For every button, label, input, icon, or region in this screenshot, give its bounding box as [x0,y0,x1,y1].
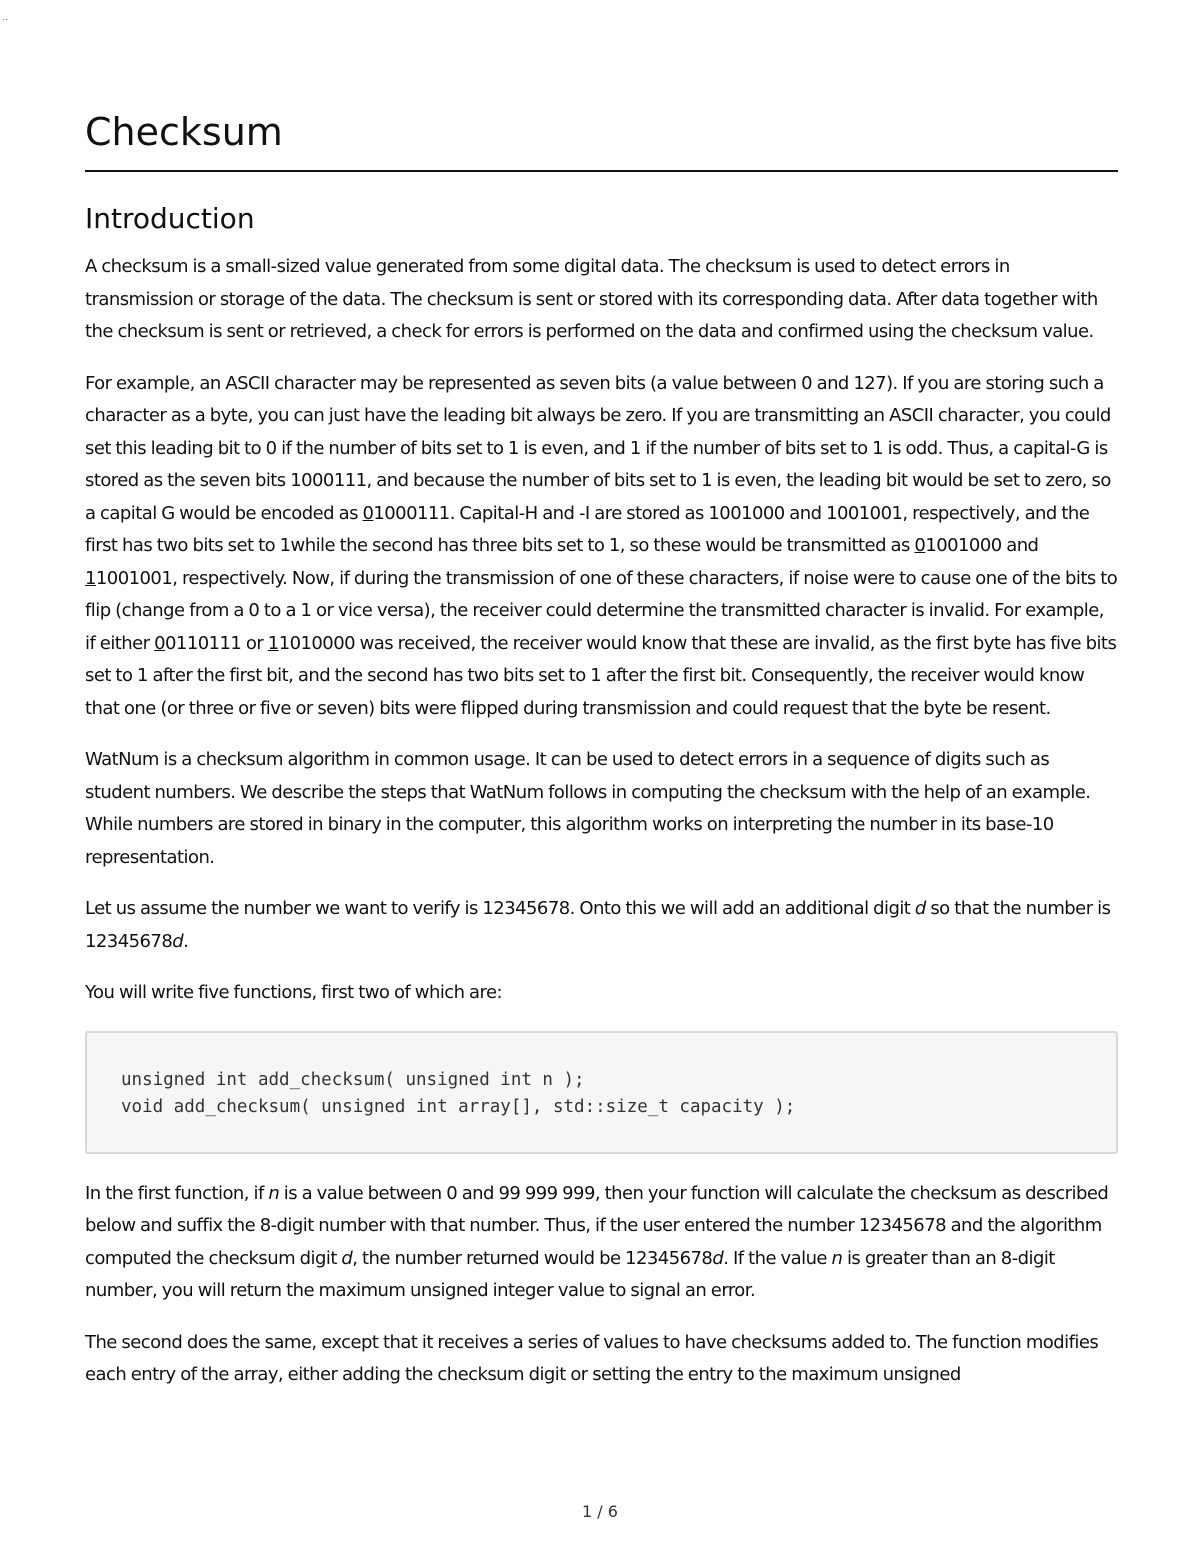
page-title: Checksum [85,104,1118,172]
underlined-bit: 0 [154,632,166,654]
page-number: 1 / 6 [582,1502,618,1521]
underlined-bit: 1 [85,567,96,589]
corner-mark: .. [2,12,9,23]
code-line: void add_checksum( unsigned int array[], std::size_t capacity ); [121,1096,796,1117]
paragraph-ascii-example: For example, an ASCII character may be represented as seven bits (a value between 0 and 127). If you are storing such a character as a byte, you can just have the leading bit always be zero. If you are transmitting an ASCII character, you could set this leading bit to 0 if the number of bits set to 1 is even, and 1 if the number of bits set to 1 is odd. Thus, a capital-G is stored as the seven bits 1000111, and because the number of bits set to 1 is even, the leading bit would be set to zero, so a capital G would be encoded as 01000111. Capital-H and -I are stored as 1001000 and 1001001, respectively, and the first has two bits set to 1while the second has three bits set to 1, so these would be transmitted as 01001000 and 11001001, respectively. Now, if during the transmission of one of these characters, if noise were to cause one of the bits to flip (change from a 0 to a 1 or vice versa), the receiver could determine the transmitted character is invalid. For example, if either 00110111 or 11010000 was received, the receiver would know that these are invalid, as the first byte has five bits set to 1 after the first bit, and the second has two bits set to 1 after the first bit. Consequently, the receiver would know that one (or three or five or seven) bits were flipped during transmission and could request that the byte be resent. [85,372,1118,719]
paragraph-first-function: In the first function, if n is a value between 0 and 99 999 999, then your function will calculate the checksum as described below and suffix the 8-digit number with that number. Thus, if the user entered the number 12345678 and the algorithm computed the checksum digit d, the number returned would be 12345678d. If the value n is greater than an 8-digit number, you will return the maximum unsigned integer value to signal an error. [85,1182,1109,1301]
paragraph-functions-intro: You will write five functions, first two of which are: [85,982,503,1003]
code-line: unsigned int add_checksum( unsigned int n ); [121,1069,585,1090]
section-heading-introduction: Introduction [85,202,255,235]
underlined-bit: 1 [267,632,279,654]
paragraph-checksum-definition: A checksum is a small-sized value generated from some digital data. The checksum is used to detect errors in transmission or storage of the data. The checksum is sent or stored with its corresponding data. After data together with the checksum is sent or retrieved, a check for errors is performed on the data and confirmed using the checksum value. [85,256,1098,342]
underlined-bit: 0 [914,535,926,556]
underlined-bit: 0 [362,502,374,524]
paragraph-second-function: The second does the same, except that it receives a series of values to have checksums added to. The function modifies each entry of the array, either adding the checksum digit or setting the entry to the maximum unsigned [85,1331,1099,1385]
paragraph-number-assumption: Let us assume the number we want to verify is 12345678. Onto this we will add an additional digit d so that the number is 12345678d. [85,898,1111,952]
code-block [85,1031,1118,1154]
document-page [85,104,1118,1411]
paragraph-watnum: WatNum is a checksum algorithm in common usage. It can be used to detect errors in a sequence of digits such as student numbers. We describe the steps that WatNum follows in computing the checksum with the help of an example. While numbers are stored in binary in the computer, this algorithm works on interpreting the number in its base-10 representation. [85,749,1091,868]
